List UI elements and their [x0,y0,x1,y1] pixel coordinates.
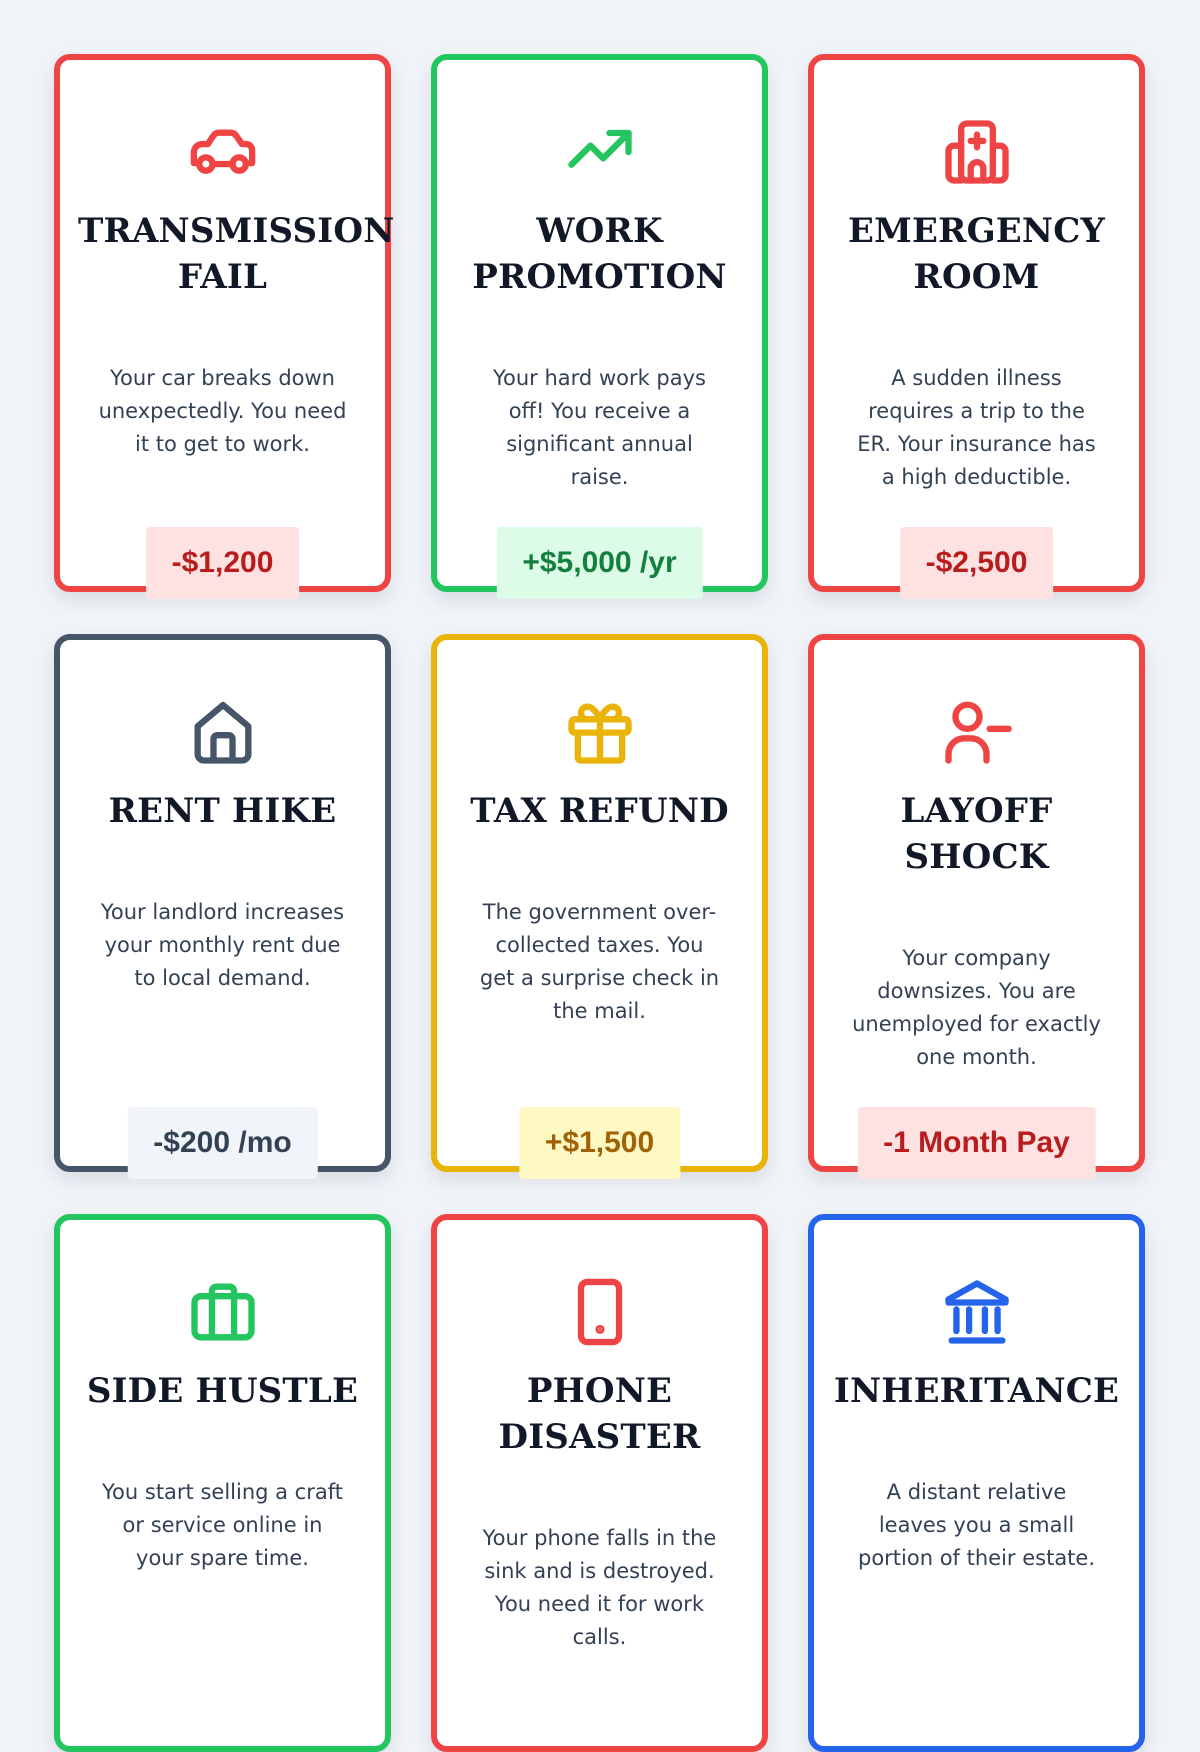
card-description: Your phone falls in the sink and is destroyed. You need it for work calls. [482,1526,717,1649]
card-title: WORK PROMOTION [472,211,727,297]
car-icon [185,114,261,190]
card-description: Your company downsizes. You are unemployed for exactly one month. [852,946,1101,1069]
event-card-emergency-room[interactable] [808,54,1145,592]
hospital-icon [939,114,1015,190]
card-title: RENT HIKE [108,791,337,831]
event-card-inheritance[interactable] [808,1214,1145,1752]
amount-badge: -1 Month Pay [857,1107,1096,1179]
gift-icon [562,694,638,770]
amount-badge: -$2,500 [900,527,1054,599]
card-description: You start selling a craft or service online in your spare time. [102,1480,343,1570]
event-card-transmission-fail[interactable] [54,54,395,592]
bank-icon [939,1274,1015,1350]
card-title: SIDE HUSTLE [86,1371,359,1411]
card-description: Your landlord increases your monthly rent due to local demand. [100,900,345,990]
card-title: EMERGENCY ROOM [848,211,1105,297]
event-card-tax-refund[interactable] [431,634,768,1172]
house-icon [185,694,261,770]
card-title: TRANSMISSION FAIL [78,211,395,297]
card-title: INHERITANCE [833,1371,1120,1411]
briefcase-icon [185,1274,261,1350]
event-card-side-hustle[interactable] [54,1214,391,1752]
card-description: A sudden illness requires a trip to the ER. Your insurance has a high deductible. [857,366,1096,489]
card-description: Your car breaks down unexpectedly. You need it to get to work. [98,366,347,456]
event-card-work-promotion[interactable] [431,54,768,592]
card-description: Your hard work pays off! You receive a significant annual raise. [492,366,706,489]
event-card-rent-hike[interactable] [54,634,391,1172]
phone-icon [562,1274,638,1350]
card-title: PHONE DISASTER [498,1371,701,1457]
event-card-grid [54,54,1145,1752]
amount-badge: -$200 /mo [127,1107,317,1179]
event-card-phone-disaster[interactable] [431,1214,768,1752]
card-title: TAX REFUND [470,791,729,831]
amount-badge: +$5,000 /yr [496,527,702,599]
card-title: LAYOFF SHOCK [900,791,1053,877]
card-description: The government over-collected taxes. You get a surprise check in the mail. [479,900,720,1023]
event-card-layoff-shock[interactable] [808,634,1145,1172]
trending-up-icon [562,114,638,190]
amount-badge: +$1,500 [519,1107,680,1179]
card-description: A distant relative leaves you a small portion of their estate. [857,1480,1096,1570]
user-minus-icon [939,694,1015,770]
amount-badge: -$1,200 [146,527,300,599]
